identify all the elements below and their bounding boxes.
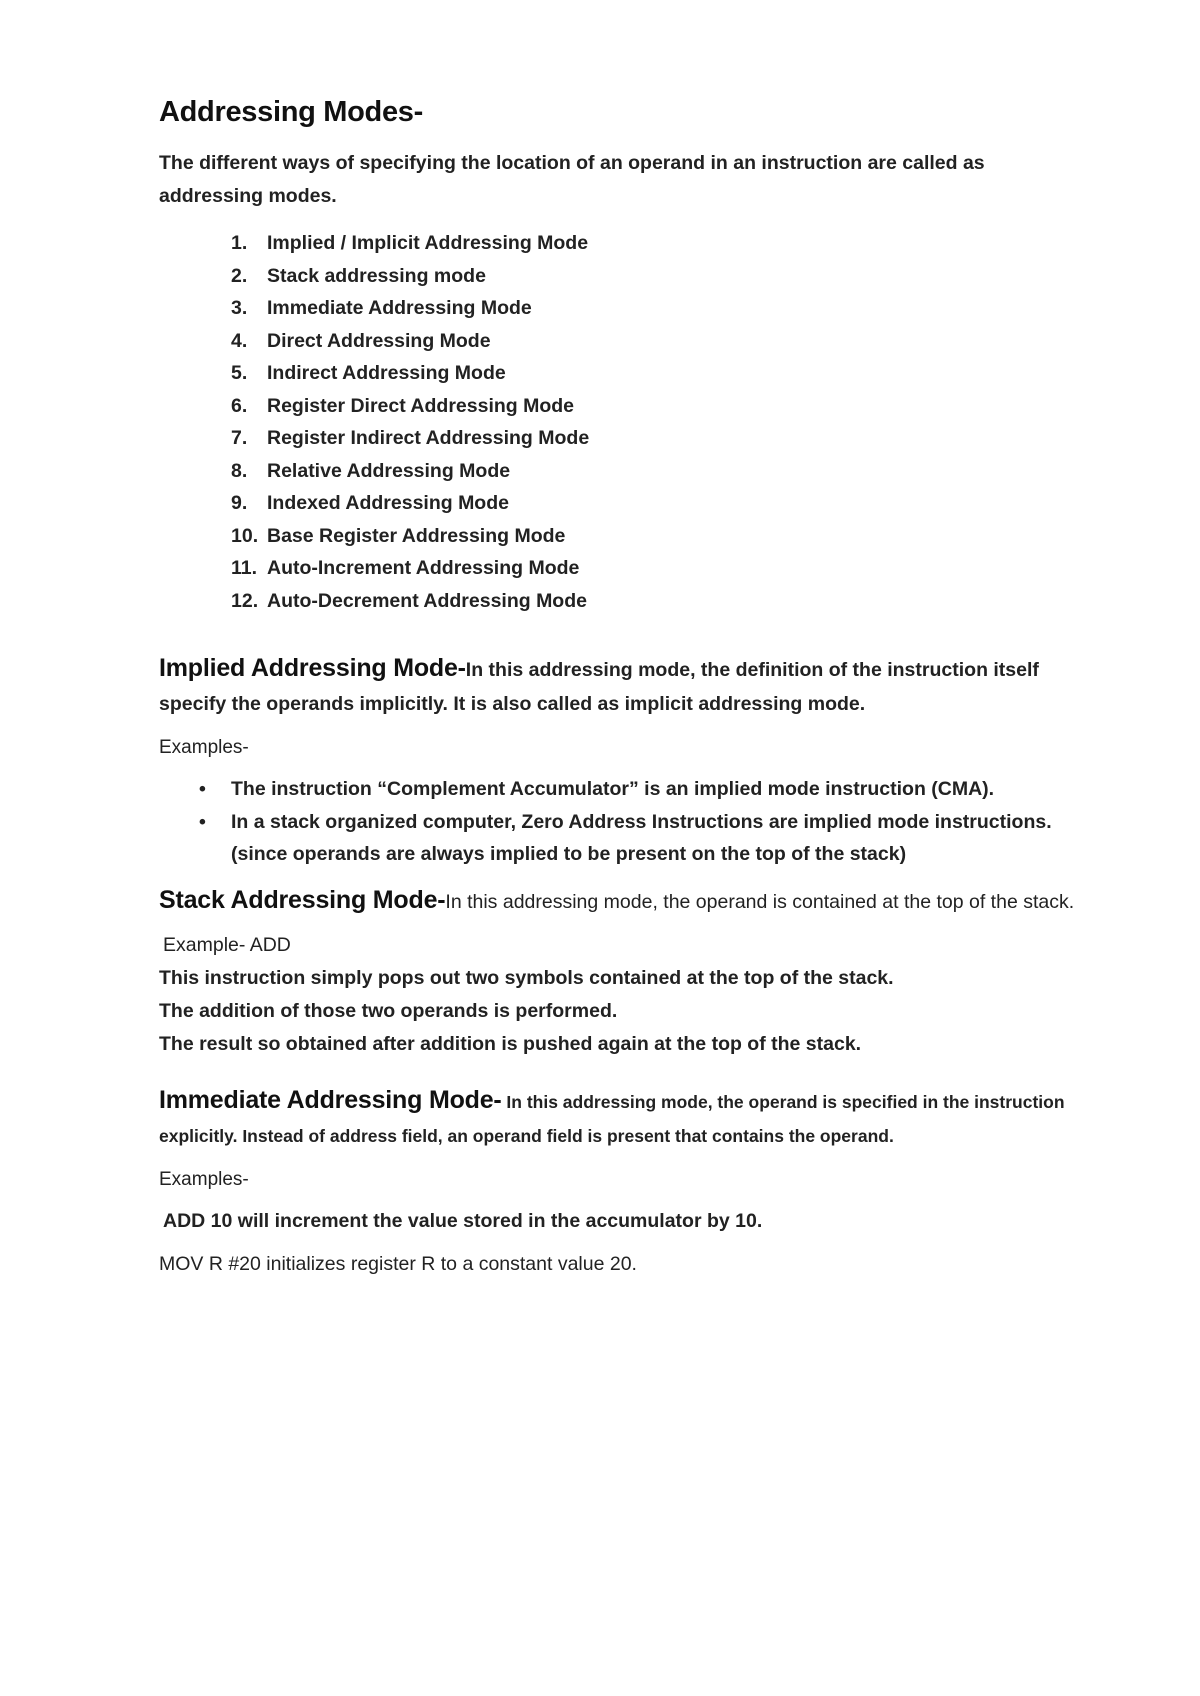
stack-example-label: Example- ADD <box>163 933 291 956</box>
list-item-number: 10. <box>231 524 259 547</box>
implied-body: In this addressing mode, the definition of the instruction itself specify the operands implicitly. It is also called as implicit addressing mode. <box>159 659 1039 715</box>
immediate-section <box>159 1083 1089 1153</box>
stack-body: In this addressing mode, the operand is contained at the top of the stack. <box>445 890 1075 913</box>
list-item-label: Indexed Addressing Mode <box>267 492 509 514</box>
list-item <box>231 390 1089 423</box>
list-item-number: 11. <box>231 557 258 579</box>
immediate-heading: Immediate Addressing Mode- <box>159 1085 502 1114</box>
list-item-label: Indirect Addressing Mode <box>267 362 506 384</box>
immediate-examples-label: Examples- <box>159 1168 249 1190</box>
list-item <box>231 487 1089 520</box>
list-item-label: Register Indirect Addressing Mode <box>267 427 590 449</box>
stack-line: The result so obtained after addition is pushed again at the top of the stack. <box>159 1032 862 1055</box>
immediate-example-2: MOV R #20 initializes register R to a constant value 20. <box>159 1252 637 1275</box>
list-item-label: Implied / Implicit Addressing Mode <box>267 232 589 254</box>
list-item <box>231 325 1089 358</box>
list-item-label: Register Direct Addressing Mode <box>267 394 575 417</box>
list-item <box>231 357 1089 390</box>
list-item <box>231 520 1089 553</box>
list-item <box>231 422 1089 455</box>
implied-heading: Implied Addressing Mode- <box>159 654 466 682</box>
document-content <box>159 96 1089 1281</box>
list-item <box>231 585 1089 618</box>
list-item-label: Immediate Addressing Mode <box>267 297 532 319</box>
list-item <box>199 806 1061 871</box>
list-item-number: 5. <box>231 362 248 384</box>
addressing-modes-list <box>159 227 1089 617</box>
list-item <box>199 773 1061 806</box>
list-item-number: 12. <box>231 589 259 612</box>
list-item-label: Base Register Addressing Mode <box>267 524 566 547</box>
implied-section <box>159 651 1089 721</box>
immediate-body: In this addressing mode, the operand is specified in the instruction explicitly. Instead of address field, an operand field is present that contains the operand. <box>159 1091 1065 1146</box>
example-text: In a stack organized computer, Zero Address Instructions are implied mode instructions. (since operands are always implied to be present on the top of the stack) <box>231 810 1052 865</box>
list-item <box>231 292 1089 325</box>
example-text: The instruction “Complement Accumulator” is an implied mode instruction (CMA). <box>231 778 995 800</box>
list-item-number: 9. <box>231 492 248 514</box>
list-item-number: 1. <box>231 232 248 254</box>
list-item <box>231 260 1089 293</box>
list-item-label: Stack addressing mode <box>267 264 486 287</box>
list-item-number: 2. <box>231 264 248 287</box>
list-item-label: Relative Addressing Mode <box>267 459 511 482</box>
page-title: Addressing Modes- <box>159 96 423 128</box>
stack-line: This instruction simply pops out two symbols contained at the top of the stack. <box>159 966 894 989</box>
list-item-number: 7. <box>231 427 248 449</box>
immediate-example-1: ADD 10 will increment the value stored in the accumulator by 10. <box>163 1209 763 1232</box>
implied-examples-label: Examples- <box>159 737 249 758</box>
list-item-number: 6. <box>231 394 248 417</box>
list-item-label: Direct Addressing Mode <box>267 329 491 352</box>
stack-section <box>159 883 1089 919</box>
list-item <box>231 227 1089 260</box>
list-item-number: 8. <box>231 459 248 482</box>
implied-examples-list <box>159 773 1089 871</box>
stack-line: The addition of those two operands is performed. <box>159 999 618 1022</box>
stack-heading: Stack Addressing Mode- <box>159 885 446 914</box>
bullet-icon: • <box>199 778 206 800</box>
intro-paragraph: The different ways of specifying the location of an operand in an instruction are called as addressing modes. <box>159 152 985 207</box>
list-item-number: 4. <box>231 329 248 352</box>
bullet-icon: • <box>199 810 206 833</box>
list-item-label: Auto-Increment Addressing Mode <box>267 557 580 579</box>
list-item-number: 3. <box>231 297 248 319</box>
list-item <box>231 552 1089 585</box>
list-item-label: Auto-Decrement Addressing Mode <box>267 589 587 612</box>
list-item <box>231 455 1089 488</box>
